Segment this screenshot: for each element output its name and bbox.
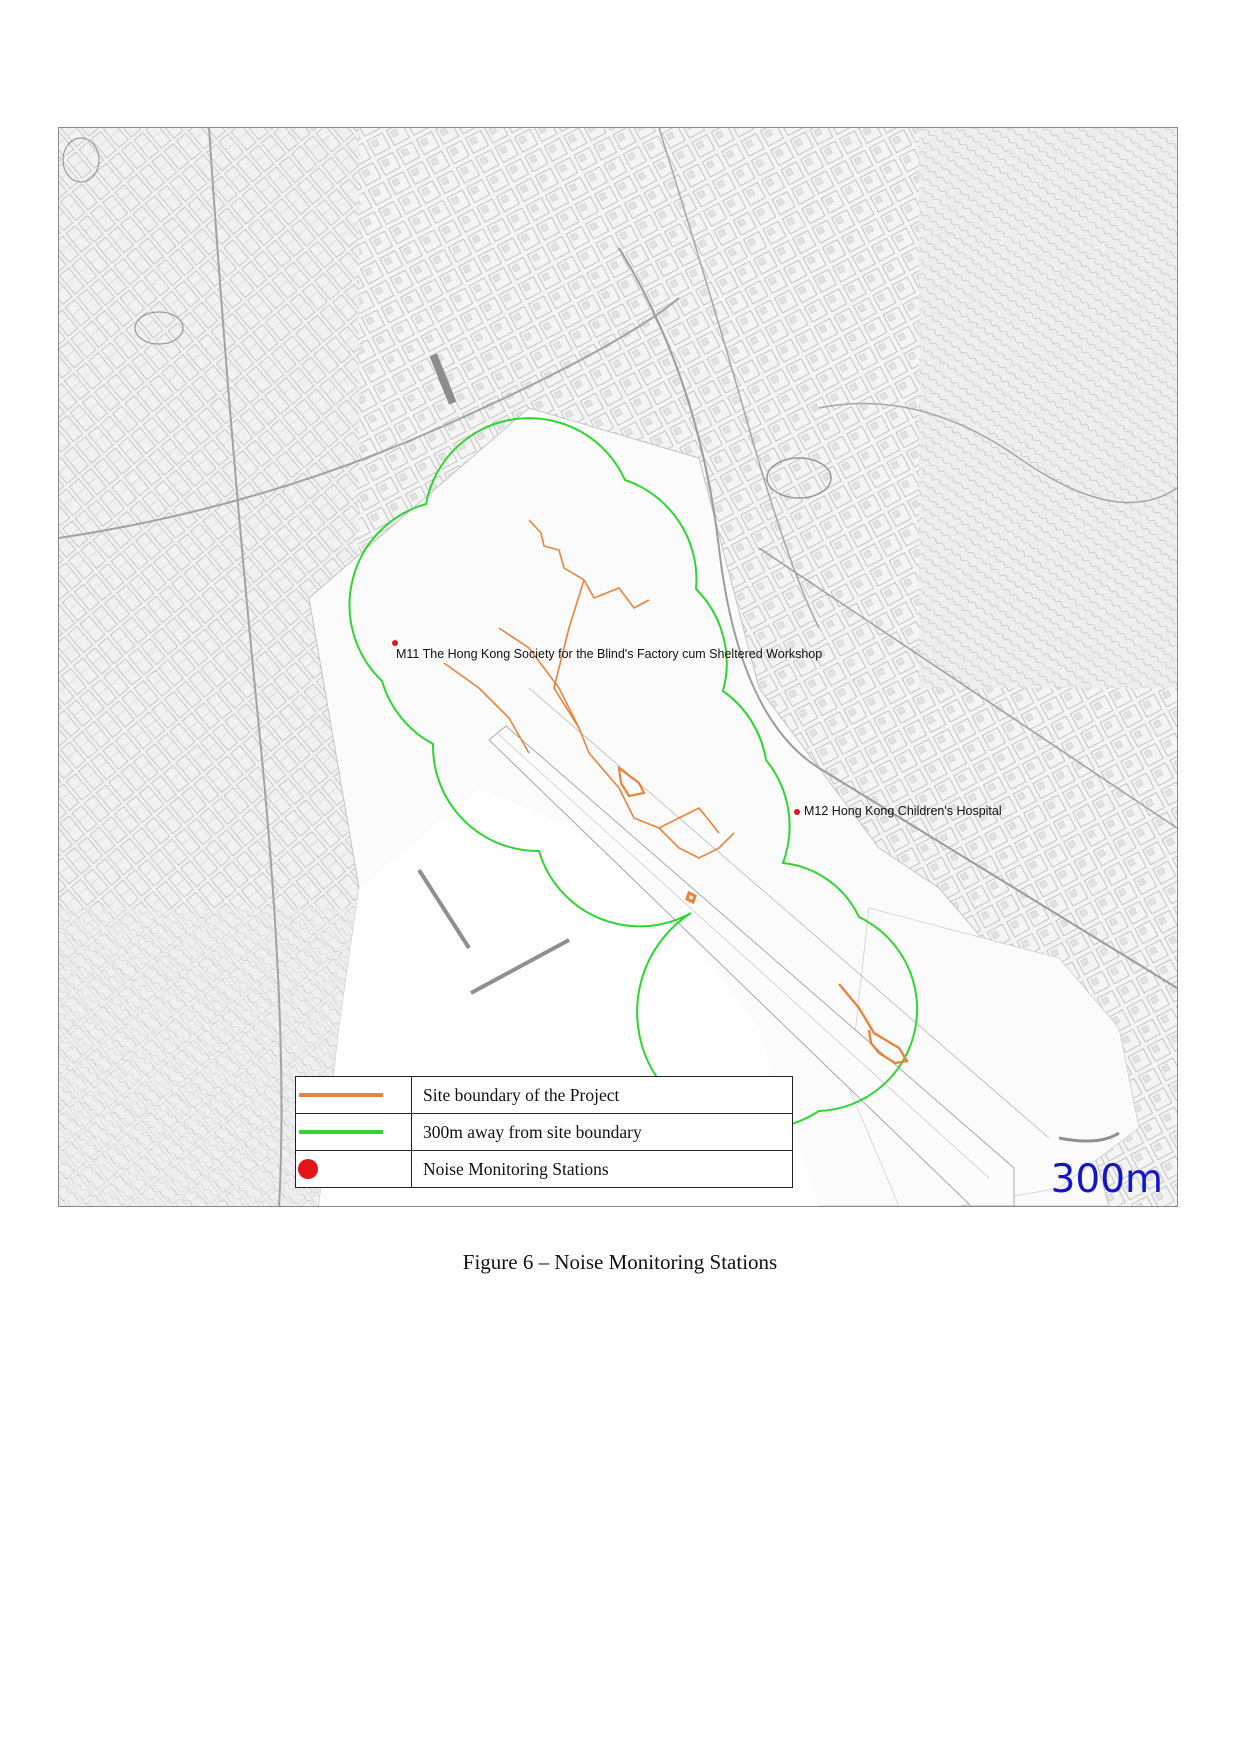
map-legend bbox=[295, 1076, 793, 1188]
legend-row-stations bbox=[296, 1151, 793, 1188]
station-m11-label: M11 The Hong Kong Society for the Blind's Factory cum Sheltered Workshop bbox=[396, 647, 823, 661]
base-map bbox=[59, 128, 1177, 1206]
legend-label-site-boundary: Site boundary of the Project bbox=[412, 1077, 793, 1114]
station-m12-marker-icon[interactable] bbox=[794, 809, 800, 815]
legend-row-site-boundary bbox=[296, 1077, 793, 1114]
figure-caption: Figure 6 – Noise Monitoring Stations bbox=[462, 1250, 778, 1274]
legend-label-buffer: 300m away from site boundary bbox=[412, 1114, 793, 1151]
legend-row-buffer bbox=[296, 1114, 793, 1151]
red-dot-icon bbox=[296, 1151, 412, 1188]
legend-label-stations: Noise Monitoring Stations bbox=[412, 1151, 793, 1188]
orange-line-icon bbox=[296, 1077, 412, 1114]
scale-label: 300m bbox=[1050, 1157, 1163, 1202]
station-m12-label: M12 Hong Kong Children's Hospital bbox=[804, 804, 1002, 818]
map-frame bbox=[58, 127, 1178, 1207]
green-line-icon bbox=[296, 1114, 412, 1151]
station-m11-marker-icon[interactable] bbox=[392, 640, 398, 646]
